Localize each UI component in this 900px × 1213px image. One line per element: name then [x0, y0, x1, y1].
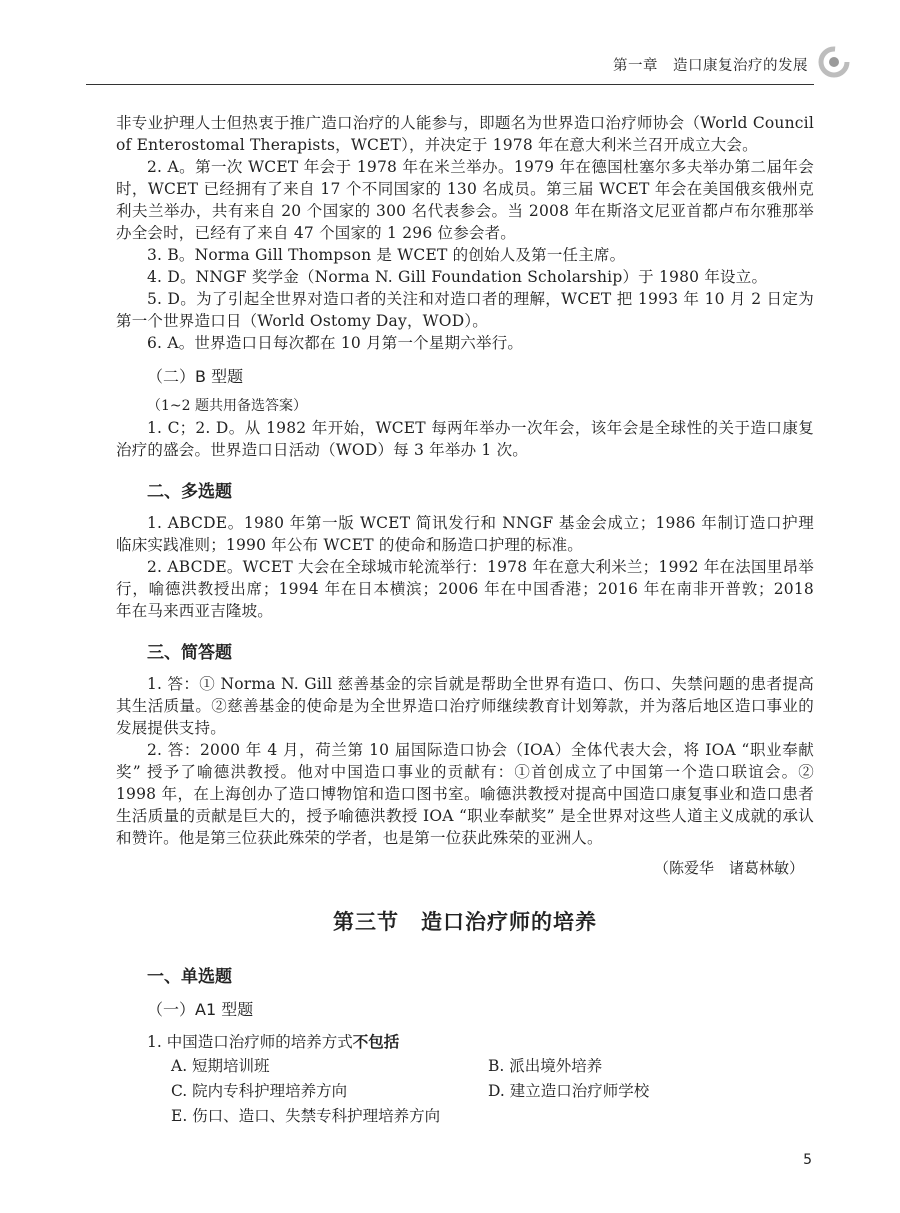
- answer-5: 5. D。为了引起全世界对造口者的关注和对造口者的理解，WCET 把 1993 年 10 月 2 日定为第一个世界造口日（World Ostomy Day，WOD）。: [116, 290, 814, 330]
- page-number: 5: [803, 1152, 812, 1168]
- authors-signature: （陈爱华 诸葛林敏）: [653, 859, 804, 877]
- b-type-note: （1~2 题共用备选答案）: [147, 398, 307, 414]
- question-1-emphasis: 不包括: [352, 1033, 400, 1051]
- b-type-heading: （二）B 型题: [147, 367, 244, 386]
- question-1-text: 1. 中国造口治疗师的培养方式: [147, 1033, 353, 1051]
- single-choice-heading: 一、单选题: [147, 967, 232, 987]
- running-header-chapter: 第一章 造口康复治疗的发展: [613, 58, 808, 74]
- option-d: D. 建立造口治疗师学校: [488, 1082, 650, 1100]
- multiple-choice-heading: 二、多选题: [147, 482, 232, 502]
- paragraph-continued: 非专业护理人士但热衷于推广造口治疗的人能参与，即题名为世界造口治疗师协会（World Council of Enterostomal Therapists，WCET），并决定于 1978 年在意大利米兰召开成立大会。: [116, 114, 814, 154]
- page-header: [0, 52, 900, 76]
- multi-answer-2: 2. ABCDE。WCET 大会在全球城市轮流举行：1978 年在意大利米兰；1992 年在法国里昂举行，喻德洪教授出席；1994 年在日本横滨；2006 年在中国香港；2016 年在南非开普敦；2018 年在马来西亚吉隆坡。: [116, 558, 814, 620]
- header-rule: [86, 84, 814, 85]
- option-c: C. 院内专科护理培养方向: [171, 1082, 348, 1100]
- short-answer-heading: 三、简答题: [147, 643, 232, 663]
- section-title: 第三节 造口治疗师的培养: [333, 910, 597, 934]
- answer-2: 2. A。第一次 WCET 年会于 1978 年在米兰举办。1979 年在德国杜塞尔多夫举办第二届年会时，WCET 已经拥有了来自 17 个不同国家的 130 名成员。第三届 WCET 年会在美国俄亥俄州克利夫兰举办，共有来自 20 个国家的 300 名代表参会。当 2008 年在斯洛文尼亚首都卢布尔雅那举办全会时，已经有了来自 47 个国家的 1 296 位参会者。: [116, 158, 814, 242]
- chapter-logo-icon: [818, 46, 850, 78]
- short-answer-2: 2. 答：2000 年 4 月，荷兰第 10 届国际造口协会（IOA）全体代表大会，将 IOA “职业奉献奖” 授予了喻德洪教授。他对中国造口事业的贡献有：①首创成立了中国第一个造口联谊会。② 1998 年，在上海创办了造口博物馆和造口图书室。喻德洪教授对提高中国造口康复事业和造口患者生活质量的贡献是巨大的，授予喻德洪教授 IOA “职业奉献奖” 是全世界对这些人道主义成就的承认和赞许。他是第三位获此殊荣的学者，也是第一位获此殊荣的亚洲人。: [116, 741, 814, 847]
- option-a: A. 短期培训班: [171, 1057, 270, 1075]
- question-1-stem: [147, 1030, 814, 1054]
- short-answer-1: 1. 答：① Norma N. Gill 慈善基金的宗旨就是帮助全世界有造口、伤口、失禁问题的患者提高其生活质量。②慈善基金的使命是为全世界造口治疗师继续教育计划筹款，并为落后地区造口事业的发展提供支持。: [116, 675, 814, 737]
- option-e: E. 伤口、造口、失禁专科护理培养方向: [171, 1107, 441, 1125]
- answer-4: 4. D。NNGF 奖学金（Norma N. Gill Foundation Scholarship）于 1980 年设立。: [147, 268, 768, 286]
- page-content: [116, 112, 814, 1129]
- multi-answer-1: 1. ABCDE。1980 年第一版 WCET 简讯发行和 NNGF 基金会成立；1986 年制订造口护理临床实践准则；1990 年公布 WCET 的使命和肠造口护理的标准。: [116, 514, 814, 554]
- answer-3: 3. B。Norma Gill Thompson 是 WCET 的创始人及第一任主席。: [147, 246, 626, 264]
- question-1-options: [171, 1054, 814, 1129]
- a1-type-heading: （一）A1 型题: [147, 1000, 254, 1019]
- option-b: B. 派出境外培养: [488, 1057, 603, 1075]
- answer-6: 6. A。世界造口日每次都在 10 月第一个星期六举行。: [147, 334, 524, 352]
- b-type-answer: 1. C；2. D。从 1982 年开始，WCET 每两年举办一次年会，该年会是全球性的关于造口康复治疗的盛会。世界造口日活动（WOD）每 3 年举办 1 次。: [116, 419, 814, 459]
